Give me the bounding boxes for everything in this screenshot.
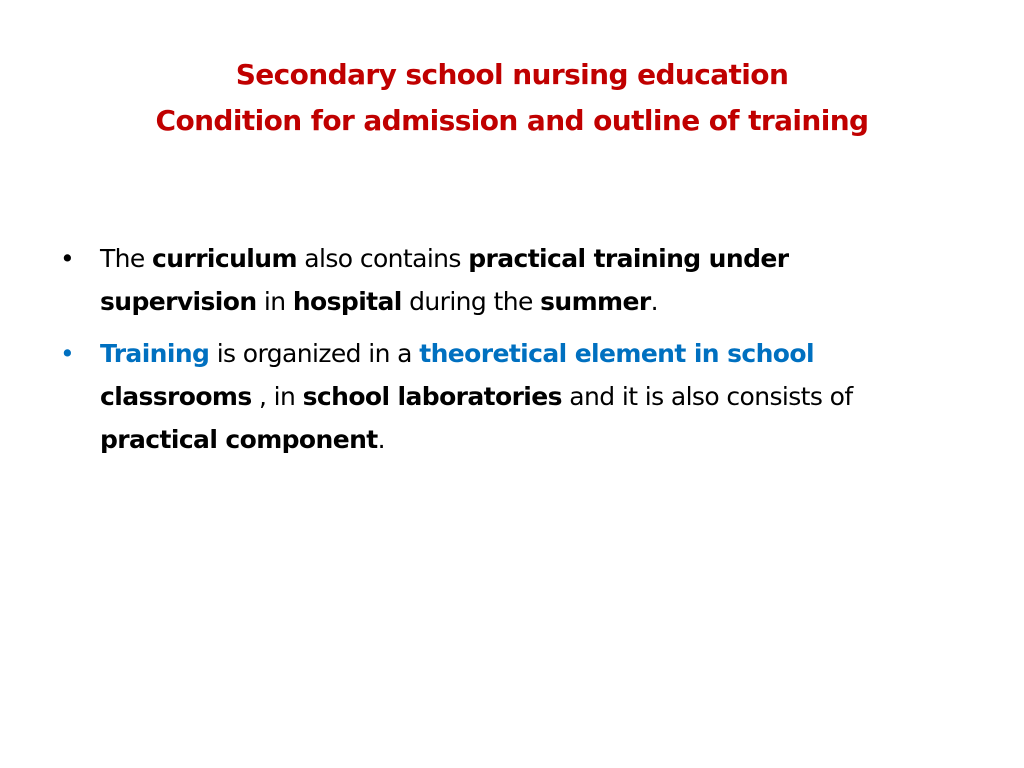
seg-1-1: The: [100, 244, 153, 273]
seg-2-10: .: [377, 425, 385, 454]
seg-2-7: school laboratories: [302, 382, 562, 411]
seg-1-4: practical training under supervision: [100, 244, 789, 316]
bullet-list: [60, 237, 940, 470]
bullet-item-2: [60, 332, 940, 461]
seg-2-6: , in: [251, 382, 303, 411]
seg-1-9: .: [650, 287, 658, 316]
bullet-icon: •: [60, 339, 75, 368]
seg-1-2: curriculum: [152, 244, 297, 273]
seg-1-7: during the: [401, 287, 541, 316]
bullet-icon: •: [60, 244, 75, 273]
seg-2-3: theoretical element in school: [419, 339, 814, 368]
seg-2-1: Training: [100, 339, 210, 368]
slide-title: [40, 52, 984, 144]
seg-1-8: summer: [540, 287, 651, 316]
seg-2-5: classrooms: [100, 382, 252, 411]
seg-1-6: hospital: [292, 287, 402, 316]
title-line-1: Secondary school nursing education: [235, 58, 789, 91]
seg-2-8: and it is also consists of: [561, 382, 853, 411]
seg-1-3: also contains: [296, 244, 469, 273]
seg-2-2: is organized in a: [209, 339, 420, 368]
seg-2-9: practical component: [100, 425, 378, 454]
bullet-item-1: [60, 237, 940, 323]
seg-1-5: in: [256, 287, 293, 316]
title-line-2: Condition for admission and outline of training: [155, 104, 869, 137]
